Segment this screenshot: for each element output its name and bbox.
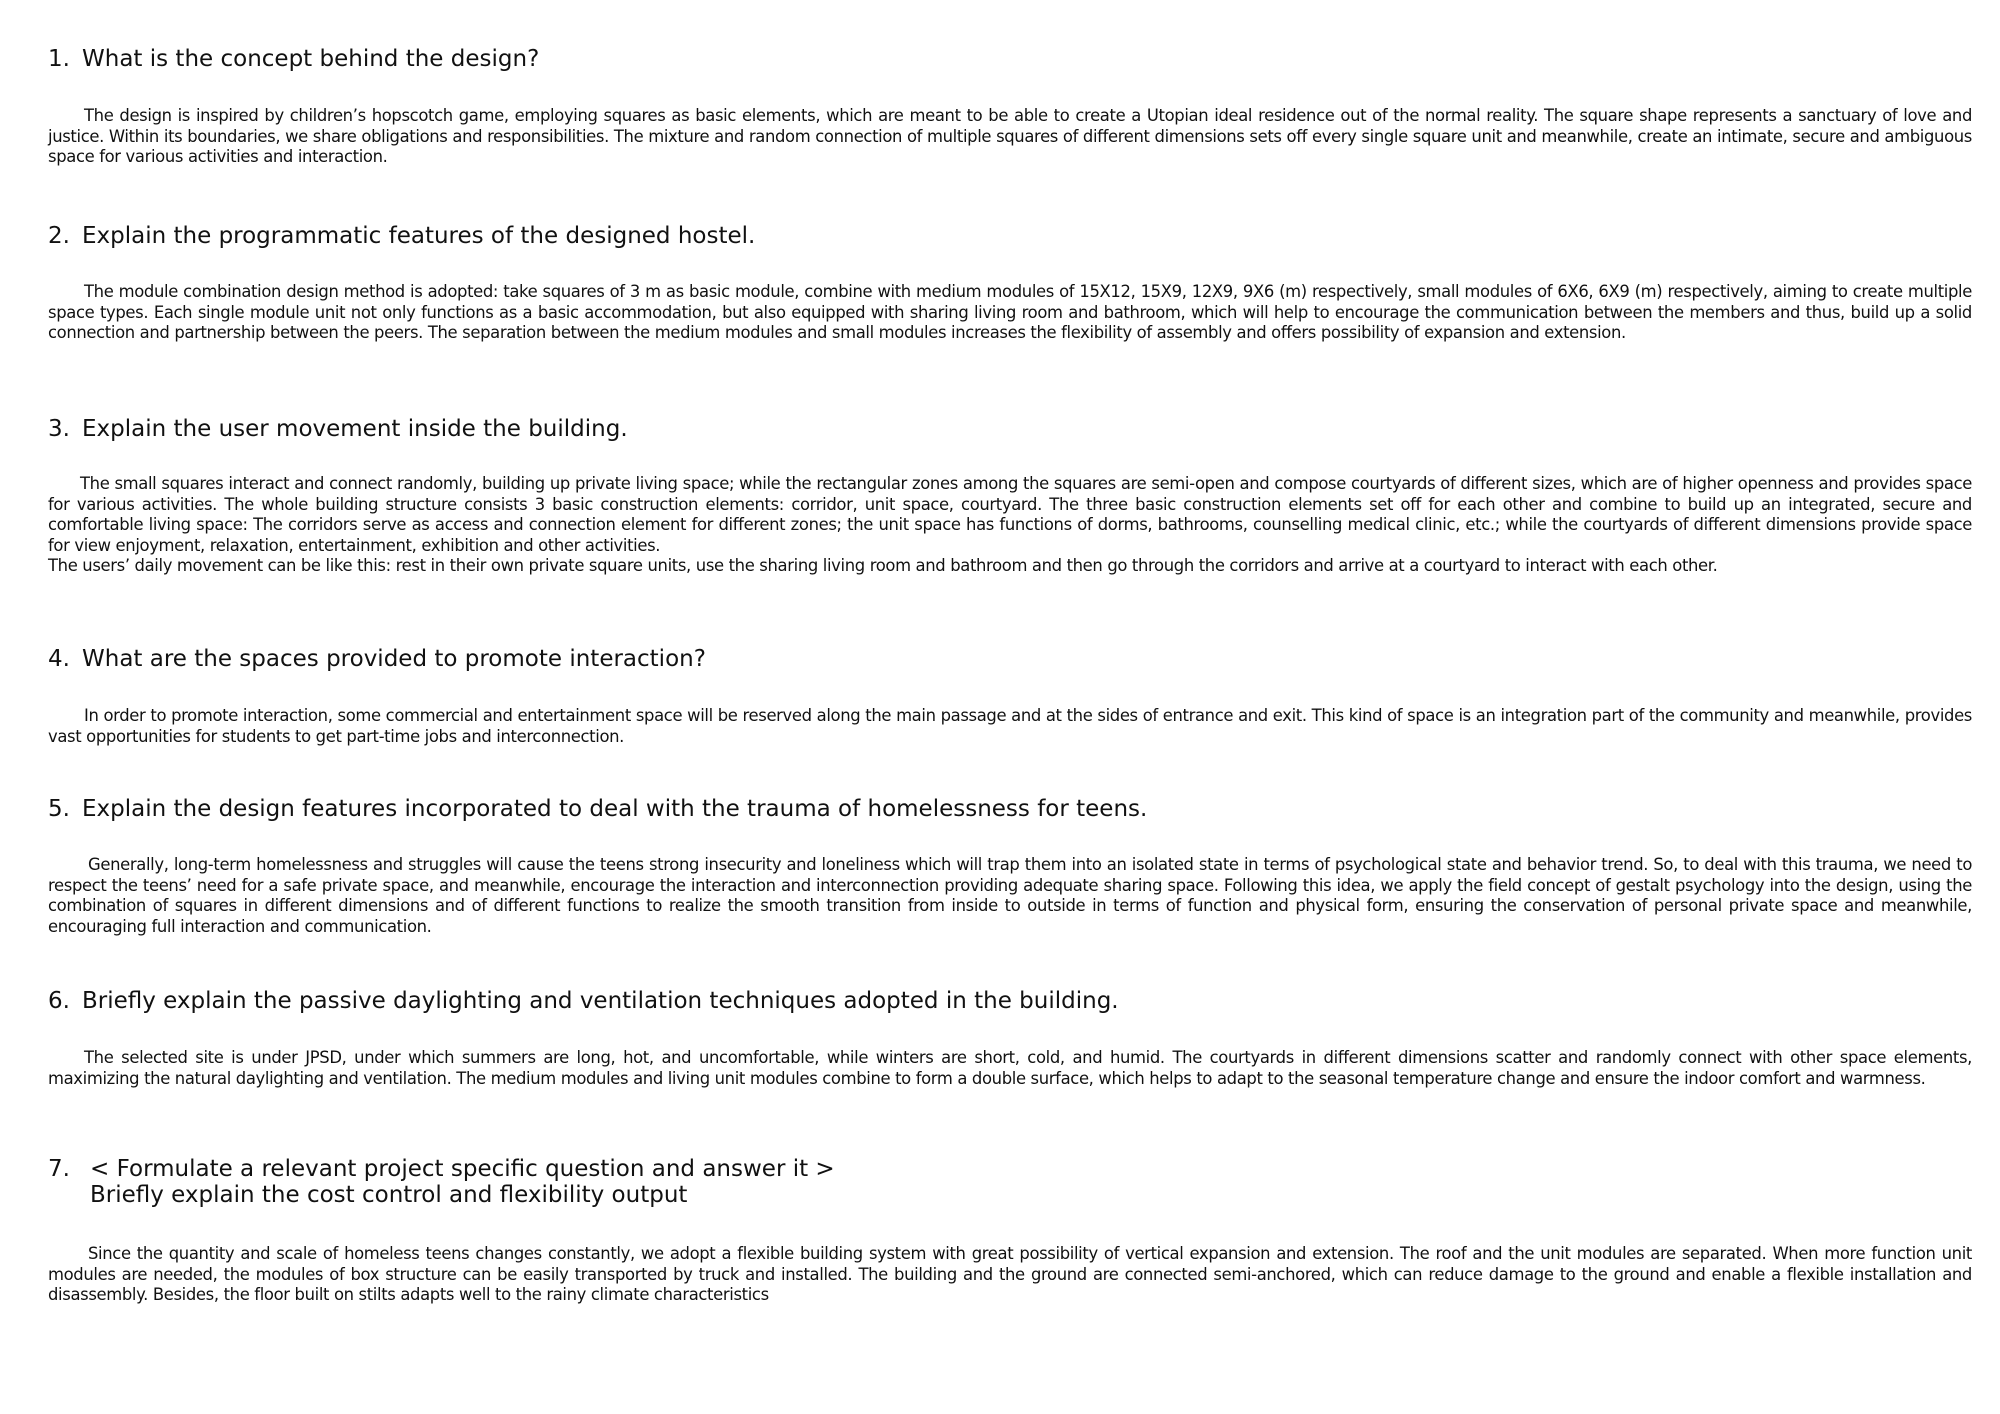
section-5-heading (48, 796, 1147, 822)
section-4-answer (48, 706, 1972, 747)
section-7-question-subtitle: Briefly explain the cost control and flexibility output (90, 1182, 688, 1208)
section-7-question: < Formulate a relevant project specific question and answer it > (90, 1156, 835, 1182)
section-2-number: 2. (48, 223, 70, 249)
section-1-heading (48, 46, 539, 72)
section-6-paragraph: The selected site is under JPSD, under which summers are long, hot, and uncomfortable, while winters are short, cold, and humid. The courtyards in different dimensions scatter and randomly connect with other space elements, maximizing the natural daylighting and ventilation. The medium modules and living unit modules combine to form a double surface, which helps to adapt to the seasonal temperature change and ensure the indoor comfort and warmness. (48, 1048, 1972, 1088)
section-5-answer (48, 855, 1972, 937)
section-2-answer (48, 282, 1972, 344)
section-3-paragraph-1: The small squares interact and connect randomly, building up private living space; while the rectangular zones among the squares are semi-open and compose courtyards of different sizes, which are of higher openness and provides space for various activities. The whole building structure consists 3 basic construction elements: corridor, unit space, courtyard. The three basic construction elements set off for each other and combine to build up an integrated, secure and comfortable living space: The corridors serve as access and connection element for different zones; the unit space has functions of dorms, bathrooms, counselling medical clinic, etc.; while the courtyards of different dimensions provide space for view enjoyment, relaxation, entertainment, exhibition and other activities. (48, 474, 1972, 555)
section-5-question: Explain the design features incorporated to deal with the trauma of homelessness for teens. (82, 796, 1148, 822)
section-3-number: 3. (48, 416, 70, 442)
section-7-number: 7. (48, 1156, 70, 1182)
section-3-answer (48, 474, 1972, 577)
section-7-answer (48, 1244, 1972, 1306)
section-1-question: What is the concept behind the design? (82, 46, 540, 72)
section-3-question: Explain the user movement inside the building. (82, 416, 628, 442)
section-7-paragraph: Since the quantity and scale of homeless teens changes constantly, we adopt a flexible building system with great possibility of vertical expansion and extension. The roof and the unit modules are separated. When more function unit modules are needed, the modules of box structure can be easily transported by truck and installed. The building and the ground are connected semi-anchored, which can reduce damage to the ground and enable a flexible installation and disassembly. Besides, the floor built on stilts adapts well to the rainy climate characteristics (48, 1244, 1972, 1304)
section-3-heading (48, 416, 628, 442)
section-3-paragraph-2: The users’ daily movement can be like this: rest in their own private square units, use the sharing living room and bathroom and then go through the corridors and arrive at a courtyard to interact with each other. (48, 556, 1718, 575)
section-7-heading (48, 1156, 835, 1208)
section-4-paragraph: In order to promote interaction, some commercial and entertainment space will be reserved along the main passage and at the sides of entrance and exit. This kind of space is an integration part of the community and meanwhile, provides vast opportunities for students to get part-time jobs and interconnection. (48, 706, 1972, 746)
section-1-answer (48, 106, 1972, 168)
section-1-paragraph: The design is inspired by children’s hopscotch game, employing squares as basic elements, which are meant to be able to create a Utopian ideal residence out of the normal reality. The square shape represents a sanctuary of love and justice. Within its boundaries, we share obligations and responsibilities. The mixture and random connection of multiple squares of different dimensions sets off every single square unit and meanwhile, create an intimate, secure and ambiguous space for various activities and interaction. (48, 106, 1972, 166)
section-5-paragraph: Generally, long-term homelessness and struggles will cause the teens strong insecurity and loneliness which will trap them into an isolated state in terms of psychological state and behavior trend. So, to deal with this trauma, we need to respect the teens’ need for a safe private space, and meanwhile, encourage the interaction and interconnection providing adequate sharing space. Following this idea, we apply the field concept of gestalt psychology into the design, using the combination of squares in different dimensions and of different functions to realize the smooth transition from inside to outside in terms of function and physical form, ensuring the conservation of personal private space and meanwhile, encouraging full interaction and communication. (48, 855, 1972, 936)
section-6-answer (48, 1048, 1972, 1089)
section-2-paragraph: The module combination design method is adopted: take squares of 3 m as basic module, combine with medium modules of 15X12, 15X9, 12X9, 9X6 (m) respectively, small modules of 6X6, 6X9 (m) respectively, aiming to create multiple space types. Each single module unit not only functions as a basic accommodation, but also equipped with sharing living room and bathroom, which will help to encourage the communication between the members and thus, build up a solid connection and partnership between the peers. The separation between the medium modules and small modules increases the flexibility of assembly and offers possibility of expansion and extension. (48, 282, 1972, 342)
section-4-question: What are the spaces provided to promote interaction? (82, 646, 706, 672)
section-4-number: 4. (48, 646, 70, 672)
section-6-question: Briefly explain the passive daylighting and ventilation techniques adopted in the building. (82, 988, 1119, 1014)
section-5-number: 5. (48, 796, 70, 822)
section-1-number: 1. (48, 46, 70, 72)
section-4-heading (48, 646, 706, 672)
section-2-heading (48, 223, 755, 249)
section-2-question: Explain the programmatic features of the designed hostel. (82, 223, 756, 249)
section-6-number: 6. (48, 988, 70, 1014)
section-6-heading (48, 988, 1119, 1014)
